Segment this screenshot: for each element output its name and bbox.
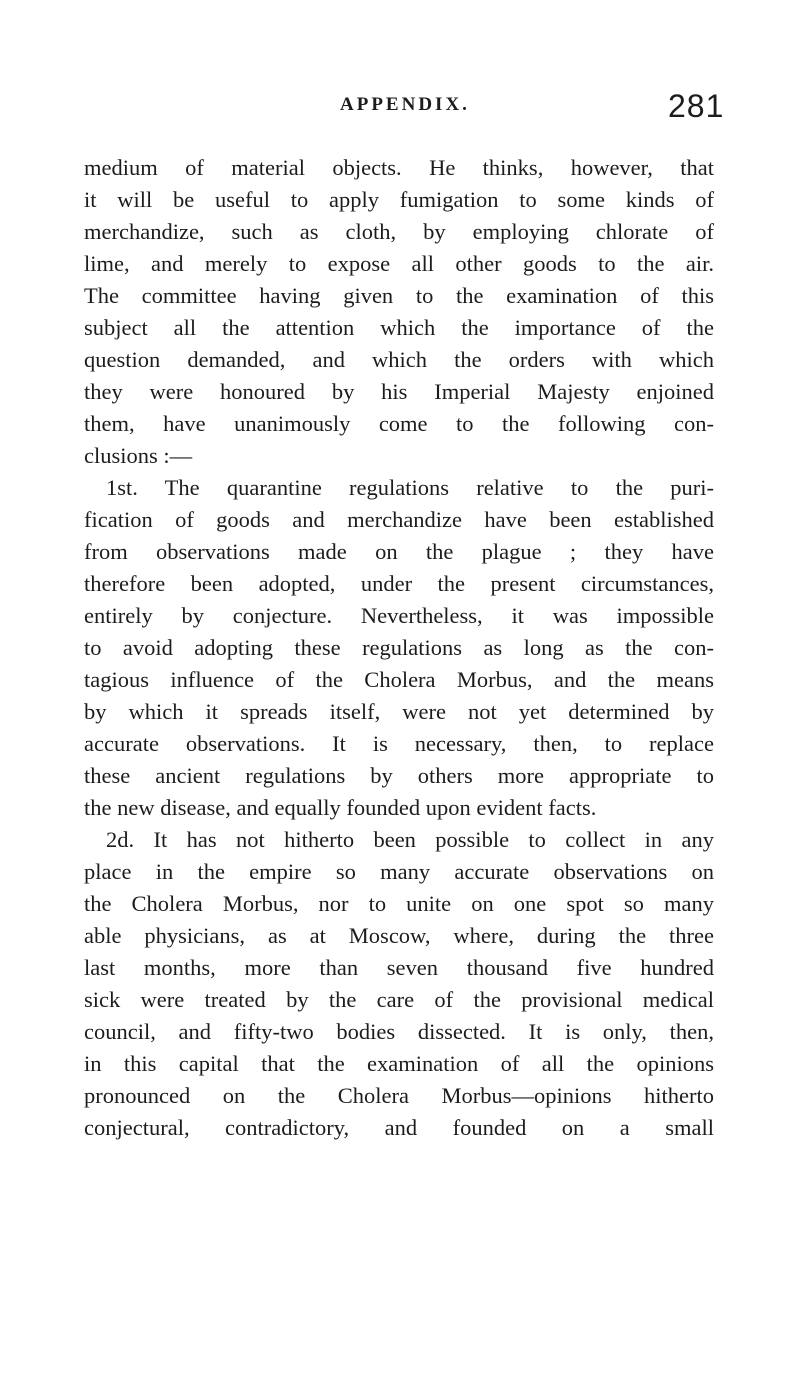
body-text bbox=[84, 152, 714, 1144]
text-line: it will be useful to apply fumigation to some kinds of bbox=[84, 187, 714, 212]
text-line: clusions :— bbox=[84, 443, 193, 468]
text-line: accurate observations. It is necessary, then, to replace bbox=[84, 731, 714, 756]
running-head bbox=[0, 88, 800, 128]
text-line: medium of material objects. He thinks, however, that bbox=[84, 155, 714, 180]
text-line: entirely by conjecture. Nevertheless, it was impossible bbox=[84, 603, 714, 628]
text-line: by which it spreads itself, were not yet determined by bbox=[84, 699, 714, 724]
text-line: council, and fifty-two bodies dissected. It is only, then, bbox=[84, 1019, 714, 1044]
text-line: these ancient regulations by others more appropriate to bbox=[84, 763, 714, 788]
paragraph-first-line: 2d. It has not hitherto been possible to collect in any bbox=[106, 827, 714, 852]
text-line: therefore been adopted, under the present circumstances, bbox=[84, 571, 714, 596]
text-line: lime, and merely to expose all other goods to the air. bbox=[84, 251, 714, 276]
paragraph-first-line: 1st. The quarantine regulations relative to the puri- bbox=[106, 475, 714, 500]
text-line: last months, more than seven thousand five hundred bbox=[84, 955, 714, 980]
text-line: place in the empire so many accurate observations on bbox=[84, 859, 714, 884]
text-line: the new disease, and equally founded upon evident facts. bbox=[84, 795, 597, 820]
text-line: The committee having given to the examination of this bbox=[84, 283, 714, 308]
page-number: 281 bbox=[668, 88, 725, 124]
text-line: they were honoured by his Imperial Majesty enjoined bbox=[84, 379, 714, 404]
text-line: tagious influence of the Cholera Morbus, and the means bbox=[84, 667, 714, 692]
text-line: from observations made on the plague ; they have bbox=[84, 539, 714, 564]
text-line: subject all the attention which the importance of the bbox=[84, 315, 714, 340]
text-line: conjectural, contradictory, and founded on a small bbox=[84, 1115, 714, 1140]
text-line: pronounced on the Cholera Morbus—opinions hitherto bbox=[84, 1083, 714, 1108]
text-line: sick were treated by the care of the provisional medical bbox=[84, 987, 714, 1012]
text-line: the Cholera Morbus, nor to unite on one spot so many bbox=[84, 891, 714, 916]
text-line: question demanded, and which the orders with which bbox=[84, 347, 714, 372]
text-line: fication of goods and merchandize have been established bbox=[84, 507, 714, 532]
running-title: APPENDIX. bbox=[340, 94, 470, 115]
text-line: them, have unanimously come to the following con- bbox=[84, 411, 714, 436]
text-line: able physicians, as at Moscow, where, during the three bbox=[84, 923, 714, 948]
text-line: to avoid adopting these regulations as long as the con- bbox=[84, 635, 714, 660]
text-line: in this capital that the examination of all the opinions bbox=[84, 1051, 714, 1076]
text-line: merchandize, such as cloth, by employing chlorate of bbox=[84, 219, 714, 244]
